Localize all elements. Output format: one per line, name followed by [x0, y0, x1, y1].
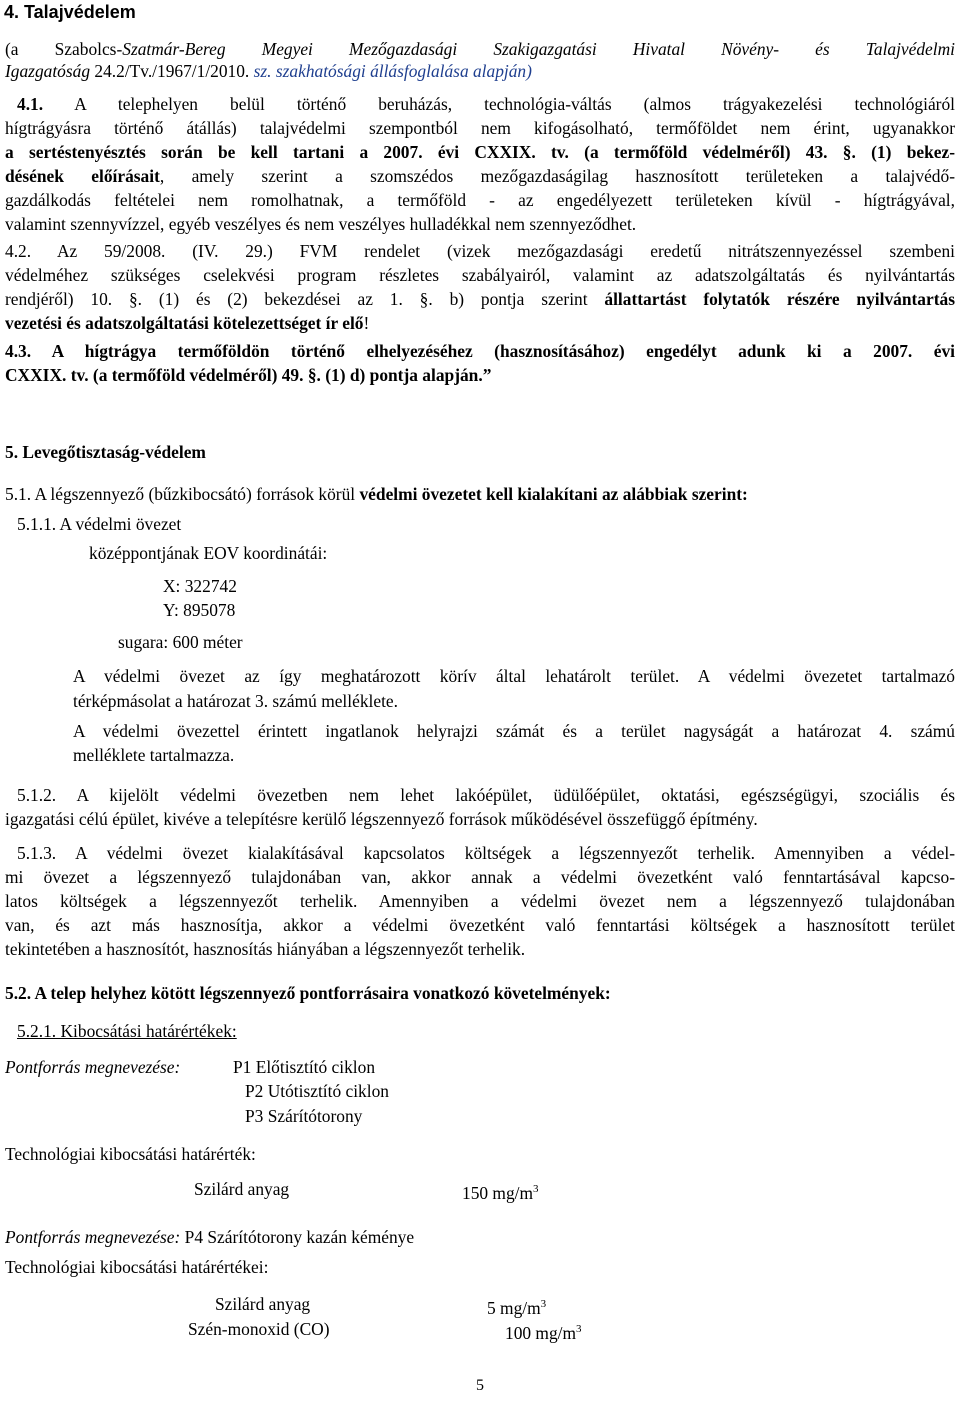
- emphasis-text: désének előírásait: [5, 166, 160, 186]
- paragraph-text: rendjéről) 10. §. (1) és (2) bekezdései az 1. §. b) pontja szerint: [5, 289, 605, 309]
- paragraph-5-1: [5, 483, 748, 505]
- limit-2a-value: [487, 1293, 546, 1319]
- limit-1-value: [462, 1178, 539, 1204]
- paragraph-4-1-line-5: gazdálkodás feltételei nem romolhatnak, a termőföld - az engedélyezett területeken kívül - hígtrágyával,: [5, 190, 955, 210]
- coordinates-heading: középpontjának EOV koordinátái:: [89, 543, 328, 563]
- paragraph-4-3-line-2: CXXIX. tv. (a termőföld védelméről) 49. §. (1) d) pontja alapján.”: [5, 365, 492, 385]
- paragraph-text: 5.1. A légszennyező (bűzkibocsátó) források körül: [5, 484, 360, 504]
- source-line-2: [5, 60, 532, 82]
- paragraph-4-2-line-3: [5, 288, 955, 310]
- paragraph-4-2-line-2: védelméhez szükséges cselekvési program részletes szabályairól, valamint az adatszolgáltatás és nyilvántartás: [5, 265, 955, 285]
- paragraph-5-2: 5.2. A telep helyhez kötött légszennyező pontforrásaira vonatkozó követelmények:: [5, 983, 611, 1003]
- paragraph-4-1-line-1: [17, 93, 955, 115]
- emphasis-text: vezetési és adatszolgáltatási kötelezettséget ír elő: [5, 313, 364, 333]
- superscript: 3: [540, 1298, 547, 1310]
- section-4-heading: 4. Talajvédelem: [4, 2, 136, 22]
- source-note: sz. szakhatósági állásfoglalása alapján): [253, 61, 532, 81]
- limit-label-2: Technológiai kibocsátási határértékei:: [5, 1257, 269, 1277]
- paragraph-4-2-line-1: 4.2. Az 59/2008. (IV. 29.) FVM rendelet (vizek mezőgazdasági eredetű nitrátszennyezéssel szembeni: [5, 241, 955, 261]
- source-line-1: [5, 38, 955, 60]
- paragraph-4-1-line-2: hígtrágyásra történő átállás) talajvédelmi szempontból nem kifogásolható, termőföldet nem érint, ugyanakkor: [5, 118, 955, 138]
- source-p4: P4 Szárítótorony kazán kéménye: [184, 1227, 415, 1247]
- value-text: 5 mg/m: [487, 1297, 541, 1318]
- radius-value: sugara: 600 méter: [118, 632, 243, 652]
- paragraph-text: A telephelyen belül történő beruházás, technológia-váltás (almos trágyakezelési technológiáról: [74, 94, 955, 114]
- paragraph-4-2-line-4: [5, 312, 369, 334]
- page-number: 5: [476, 1377, 484, 1394]
- source-p3: P3 Szárítótorony: [245, 1106, 363, 1126]
- paragraph-5-1-2-line-1: 5.1.2. A kijelölt védelmi övezetben nem lehet lakóépület, üdülőépület, oktatási, egészségügyi, szociális és: [17, 785, 955, 805]
- paragraph-text: !: [363, 313, 370, 333]
- zone-text-2-line-1: A védelmi övezettel érintett ingatlanok helyrajzi számát és a terület nagyságát a határozat 4. számú: [73, 721, 955, 741]
- source-p2: P2 Utótisztító ciklon: [245, 1081, 389, 1101]
- paragraph-text: , amely szerint a szomszédos mezőgazdaságilag hasznosított területeken a talajvédő-: [159, 166, 955, 186]
- zone-text-2-line-2: melléklete tartalmazza.: [73, 745, 235, 765]
- paragraph-4-1-line-4: [5, 165, 955, 187]
- coordinate-y: Y: 895078: [163, 600, 236, 620]
- superscript: 3: [533, 1183, 539, 1195]
- limit-2a-pollutant: Szilárd anyag: [215, 1294, 311, 1314]
- limit-2b-value: [505, 1318, 582, 1344]
- paragraph-4-1-line-3: a sertéstenyésztés során be kell tartani a 2007. évi CXXIX. tv. (a termőföld védelméről) 43. §. (1) bekez-: [5, 142, 955, 162]
- paragraph-4-1-line-6: valamint szennyvízzel, egyéb veszélyes és nem veszélyes hulladékkal nem szennyeződhet.: [5, 214, 637, 234]
- value-text: 150 mg/m: [462, 1182, 534, 1203]
- source-text: (a Szabolcs-: [5, 39, 123, 59]
- paragraph-4-3-line-1: 4.3. A hígtrágya termőföldön történő elhelyezéséhez (hasznosításához) engedélyt adunk ki a 2007. évi: [5, 341, 955, 361]
- emphasis-text: védelmi övezetet kell kialakítani az alábbiak szerint:: [359, 484, 748, 504]
- coordinate-x: X: 322742: [163, 576, 237, 596]
- source-p4-line: [5, 1226, 414, 1248]
- paragraph-5-2-1: 5.2.1. Kibocsátási határértékek:: [17, 1021, 237, 1041]
- source-p1: P1 Előtisztító ciklon: [233, 1057, 376, 1077]
- paragraph-5-1-3-line-2: mi övezet a légszennyező tulajdonában van, akkor annak a védelmi övezetként való fenntartásával kapcso-: [5, 867, 955, 887]
- paragraph-5-1-2-line-2: igazgatási célú épület, kivéve a telepítésre kerülő légszennyező források működésével összefüggő építmény.: [5, 809, 758, 829]
- zone-text-1-line-2: térképmásolat a határozat 3. számú melléklete.: [73, 691, 398, 711]
- paragraph-5-1-3-line-4: van, és azt más hasznosítja, akkor a védelmi övezetként való fenntartási költségek a hasznosított terület: [5, 915, 955, 935]
- limit-1-pollutant: Szilárd anyag: [194, 1179, 290, 1199]
- source-label-2: Pontforrás megnevezése:: [5, 1227, 181, 1247]
- paragraph-number: 4.1.: [17, 94, 44, 114]
- paragraph-5-1-3-line-1: 5.1.3. A védelmi övezet kialakításával kapcsolatos költségek a légszennyezőt terhelik. Amennyiben a védel-: [17, 843, 955, 863]
- zone-text-1-line-1: A védelmi övezet az így meghatározott körív által lehatárolt terület. A védelmi övezetet tartalmazó: [73, 666, 955, 686]
- section-5-heading: 5. Levegőtisztaság-védelem: [5, 442, 206, 462]
- source-file-number: 24.2/Tv./1967/1/2010.: [90, 61, 254, 81]
- limit-label-1: Technológiai kibocsátási határérték:: [5, 1144, 256, 1164]
- source-authority: Szatmár-Bereg Megyei Mezőgazdasági Szakigazgatási Hivatal Növény- és Talajvédelmi: [122, 39, 955, 59]
- paragraph-5-1-3-line-5: tekintetében a hasznosítót, hasznosítás hiányában a légszennyezőt terhelik.: [5, 939, 526, 959]
- source-label-1: Pontforrás megnevezése:: [5, 1057, 181, 1077]
- limit-2b-pollutant: Szén-monoxid (CO): [188, 1319, 330, 1339]
- emphasis-text: állattartást folytatók részére nyilvántartás: [604, 289, 955, 309]
- paragraph-5-1-1-title: 5.1.1. A védelmi övezet: [17, 514, 182, 534]
- value-text: 100 mg/m: [505, 1322, 577, 1343]
- paragraph-5-1-3-line-3: latos költségek a légszennyezőt terhelik. Amennyiben a védelmi övezet nem a légszennyező tulajdonában: [5, 891, 955, 911]
- source-authority-end: Igazgatóság: [5, 61, 91, 81]
- superscript: 3: [576, 1323, 582, 1335]
